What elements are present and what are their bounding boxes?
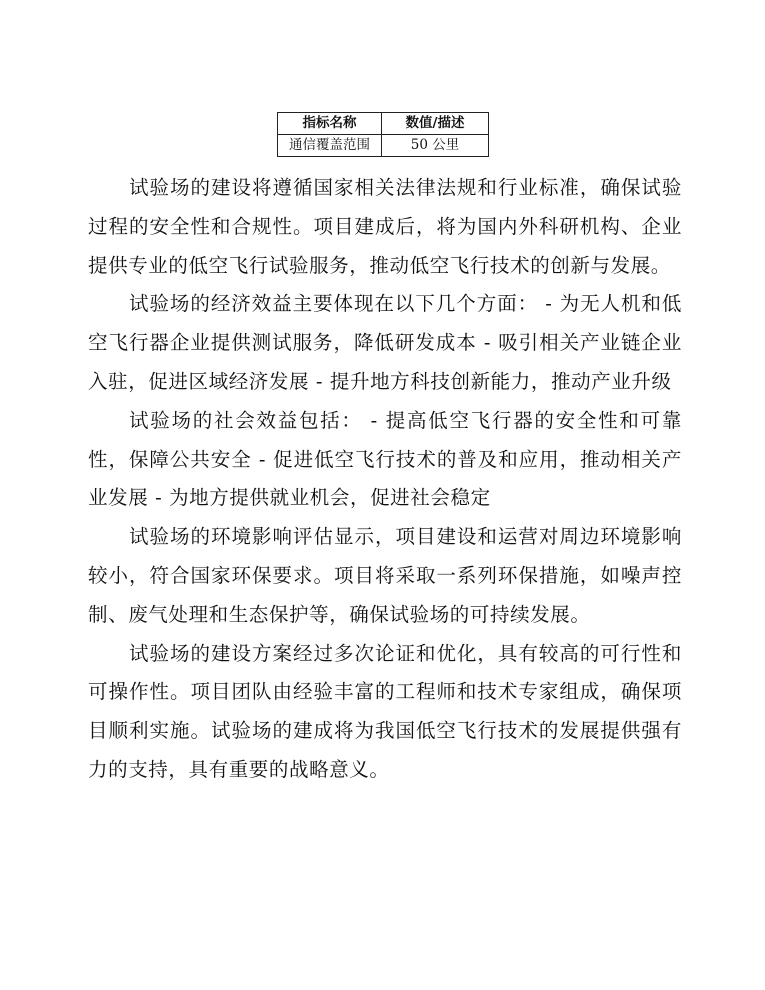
- metrics-table: [277, 112, 489, 157]
- table-header-row: [278, 113, 489, 135]
- paragraph-social-benefits: 试验场的社会效益包括： - 提高低空飞行器的安全性和可靠性，保障公共安全 - 促进低空飞行技术的普及和应用，推动相关产业发展 - 为地方提供就业机会，促进社会稳定: [88, 408, 682, 510]
- paragraph-feasibility: 试验场的建设方案经过多次论证和优化，具有较高的可行性和可操作性。项目团队由经验丰富的工程师和技术专家组成，确保项目顺利实施。试验场的建成将为我国低空飞行技术的发展提供强有力的支持，具有重要的战略意义。: [88, 641, 682, 781]
- table-cell-metric: 通信覆盖范围: [278, 135, 382, 157]
- table-header-value: 数值/描述: [382, 113, 489, 135]
- paragraph-compliance: 试验场的建设将遵循国家相关法律法规和行业标准，确保试验过程的安全性和合规性。项目建成后，将为国内外科研机构、企业提供专业的低空飞行试验服务，推动低空飞行技术的创新与发展。: [88, 176, 682, 277]
- table-row: [278, 135, 489, 157]
- paragraph-economic-benefits: 试验场的经济效益主要体现在以下几个方面： - 为无人机和低空飞行器企业提供测试服务，降低研发成本 - 吸引相关产业链企业入驻，促进区域经济发展 - 提升地方科技创新能力，推动产业升级: [88, 292, 682, 393]
- paragraph-environmental-impact: 试验场的环境影响评估显示，项目建设和运营对周边环境影响较小，符合国家环保要求。项目将采取一系列环保措施，如噪声控制、废气处理和生态保护等，确保试验场的可持续发展。: [88, 525, 682, 626]
- table-header-metric-name: 指标名称: [278, 113, 382, 135]
- body-text: [88, 169, 682, 790]
- table-cell-value: 50 公里: [382, 135, 489, 157]
